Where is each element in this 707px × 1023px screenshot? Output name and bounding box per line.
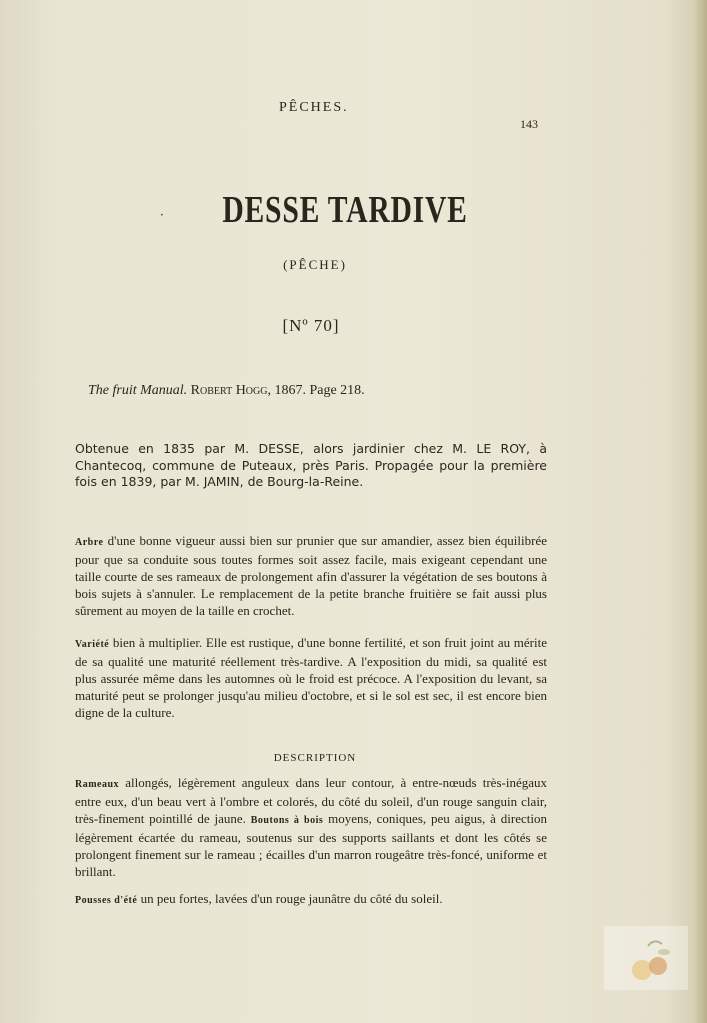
reference-work: The fruit Manual. [88,383,188,398]
paragraph-arbre [75,532,547,619]
lead-word-pousses: Pousses d'été [75,895,138,906]
bibliographic-reference [88,383,365,399]
paragraph-variete [75,634,547,721]
page-title: DESSE TARDIVE [222,189,468,231]
page-binding-edge [693,0,707,1023]
variety-number: [Nº 70] [282,316,340,335]
subtitle: (PÊCHE) [283,257,347,272]
reference-author: Robert Hogg [190,383,268,398]
text-rameaux: allongés, légèrement anguleux dans leur contour, à entre-nœuds très-inégaux entre eux, d'un beau vert à l'ombre et colorés, du côté du soleil, d'un rouge sanguin clair, très-finement pointillé de jaune. [75,775,547,826]
paragraph-rameaux-boutons [75,774,547,880]
running-head: PÊCHES. [279,100,349,115]
origin-paragraph: Obtenue en 1835 par M. DESSE, alors jardinier chez M. LE ROY, à Chantecoq, commune de Puteaux, près Paris. Propagée pour la première fois en 1839, par M. JAMIN, de Bourg-la-Reine. [75,441,547,489]
text-pousses: un peu fortes, lavées d'un rouge jaunâtre du côté du soleil. [137,891,443,906]
page-number: 143 [520,117,538,131]
description-heading: DESCRIPTION [273,752,357,764]
lead-word-rameaux: Rameaux [75,779,120,790]
lead-word-arbre: Arbre [75,537,104,548]
fruit-watermark-icon [604,926,688,990]
reference-details: , 1867. Page 218. [267,383,365,398]
lead-word-variete: Variété [75,639,110,650]
text-arbre: d'une bonne vigueur aussi bien sur prunier que sur amandier, assez bien équilibrée pour que sa conduite sous toutes formes soit assez facile, mais exigeant cependant une taille courte de ses rameaux de prolongement afin d'assurer la végétation de ses boutons à bois sujets à s'annuler. Le remplacement de la petite branche fruitière se fait aussi plus sûrement au moyen de la taille en crochet. [75,533,547,618]
text-variete: bien à multiplier. Elle est rustique, d'une bonne fertilité, et son fruit joint au mérite de sa qualité une maturité réellement très-tardive. A l'exposition du midi, sa qualité est plus assurée même dans les automnes où le froid est précoce. A l'exposition du levant, sa maturité peut se prolonger jusqu'au milieu d'octobre, et si le sol est sec, il est encore bien digne de la culture. [75,635,547,720]
lead-word-boutons: Boutons à bois [250,815,324,826]
library-watermark-stamp [604,926,688,990]
text-boutons: moyens, coniques, peu aigus, à direction légèrement écartée du rameau, soutenus sur des supports saillants et dont les côtés se prolongent finement sur le rameau ; écailles d'un marron rougeâtre très-foncé, uniforme et brillant. [75,811,548,879]
paragraph-pousses [75,890,547,909]
title-bullet: · [160,208,164,222]
